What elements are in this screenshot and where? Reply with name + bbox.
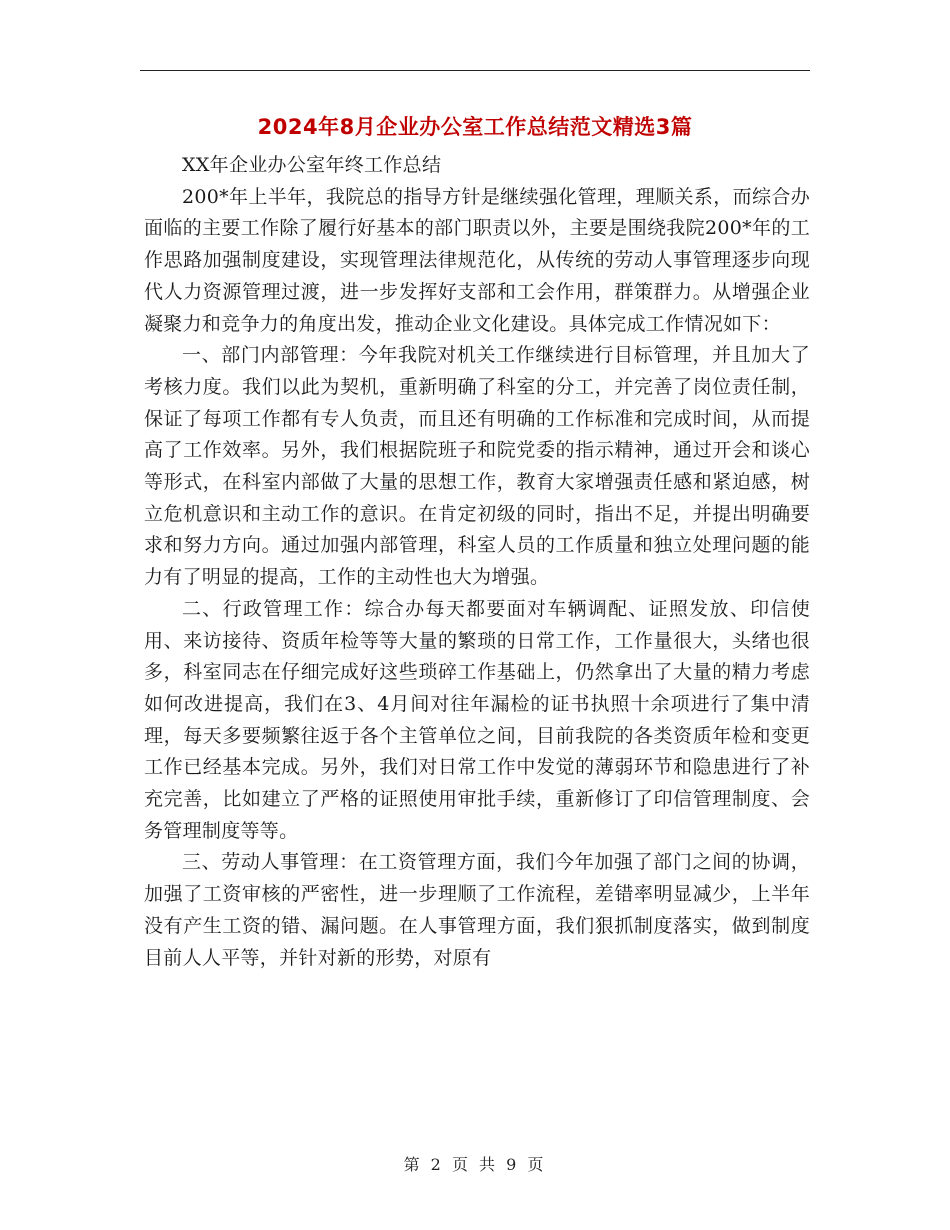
paragraph-intro: 200*年上半年，我院总的指导方针是继续强化管理，理顺关系，而综合办面临的主要工作除了履行好基本的部门职责以外，主要是围绕我院200*年的工作思路加强制度建设，实现管理法律规范化，从传统的劳动人事管理逐步向现代人力资源管理过渡，进一步发挥好支部和工会作用，群策群力。从增强企业凝聚力和竞争力的角度出发，推动企业文化建设。具体完成工作情况如下：	[144, 185, 810, 335]
page-footer: 第 2 页 共 9 页	[403, 1155, 547, 1174]
document-title: 2024年8月企业办公室工作总结范文精选3篇	[257, 115, 693, 139]
document-body	[144, 150, 810, 974]
paragraph-internal-management: 一、部门内部管理：今年我院对机关工作继续进行目标管理，并且加大了考核力度。我们以此为契机，重新明确了科室的分工，并完善了岗位责任制，保证了每项工作都有专人负责，而且还有明确的工作标准和完成时间，从而提高了工作效率。另外，我们根据院班子和院党委的指示精神，通过开会和谈心等形式，在科室内部做了大量的思想工作，教育大家增强责任感和紧迫感，树立危机意识和主动工作的意识。在肯定初级的同时，指出不足，并提出明确要求和努力方向。通过加强内部管理，科室人员的工作质量和独立处理问题的能力有了明显的提高，工作的主动性也大为增强。	[144, 344, 810, 589]
header-rule	[140, 70, 810, 71]
paragraph-labor-personnel: 三、劳动人事管理：在工资管理方面，我们今年加强了部门之间的协调，加强了工资审核的严密性，进一步理顺了工作流程，差错率明显减少，上半年没有产生工资的错、漏问题。在人事管理方面，我们狠抓制度落实，做到制度目前人人平等，并针对新的形势，对原有	[144, 851, 810, 969]
section-subtitle: XX年企业办公室年终工作总结	[182, 154, 442, 176]
paragraph-administrative-management: 二、行政管理工作：综合办每天都要面对车辆调配、证照发放、印信使用、来访接待、资质年检等等大量的繁琐的日常工作，工作量很大，头绪也很多，科室同志在仔细完成好这些琐碎工作基础上，仍然拿出了大量的精力考虑如何改进提高，我们在3、4月间对往年漏检的证书执照十余项进行了集中清理，每天多要频繁往返于各个主管单位之间，目前我院的各类资质年检和变更工作已经基本完成。另外，我们对日常工作中发觉的薄弱环节和隐患进行了补充完善，比如建立了严格的证照使用审批手续，重新修订了印信管理制度、会务管理制度等等。	[144, 597, 810, 842]
